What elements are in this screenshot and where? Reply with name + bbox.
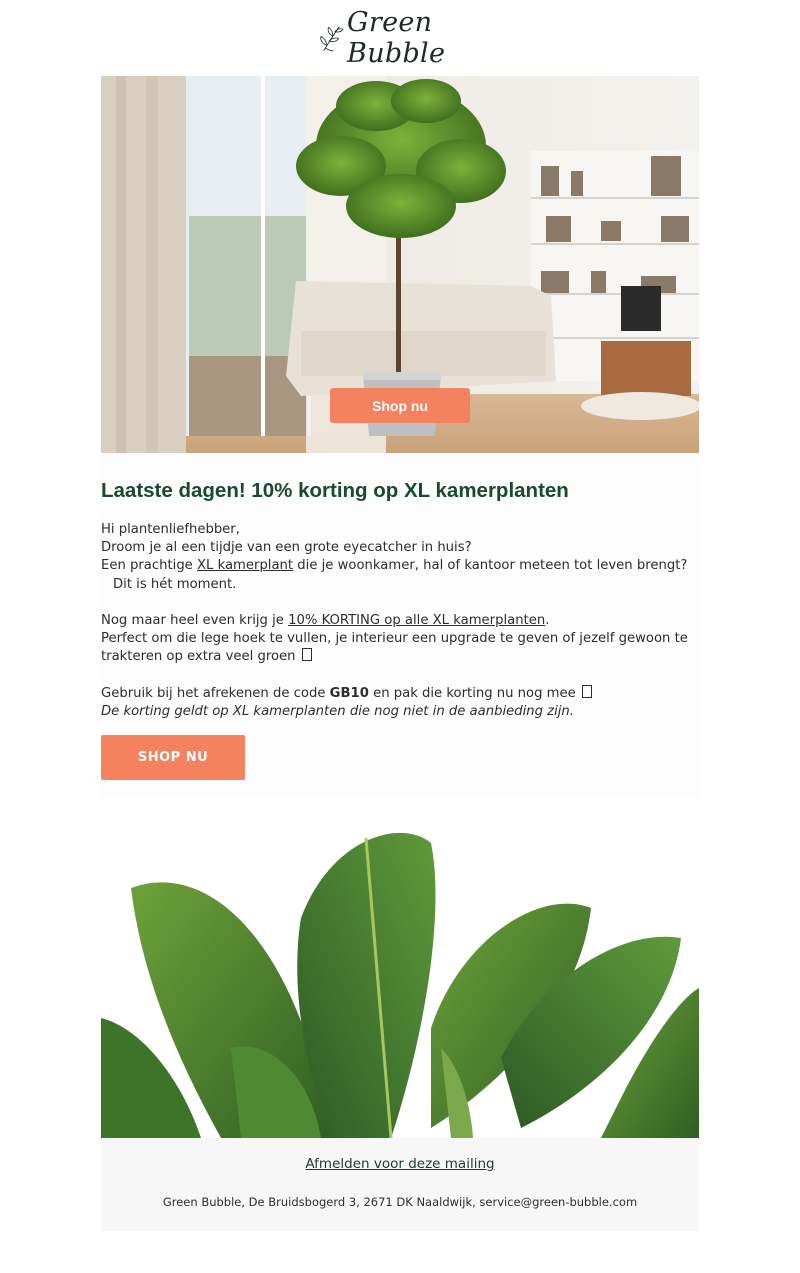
intro-paragraph (101, 521, 699, 594)
hero-shop-button[interactable]: Shop nu (330, 388, 470, 423)
intro-line-1: Droom je al een tijdje van een grote eyecatcher in huis? (101, 540, 472, 556)
brand-logo[interactable] (318, 7, 484, 69)
discount-code: GB10 (329, 686, 369, 701)
xl-kamerplant-link[interactable]: XL kamerplant (197, 558, 294, 574)
code-line (101, 685, 699, 703)
intro-line-2-post: die je woonkamer, hal of kantoor meteen tot leven brengt? (293, 558, 688, 574)
intro-line-2-pre: Een prachtige (101, 558, 197, 574)
intro-line-3: Dit is hét moment. (113, 576, 237, 592)
hero-image[interactable] (101, 76, 699, 453)
greeting-text: Hi plantenliefhebber, (101, 522, 240, 537)
email-footer (101, 1138, 699, 1231)
disclaimer-text: De korting geldt op XL kamerplanten die nog niet in de aanbieding zijn. (101, 704, 574, 720)
email-header (0, 0, 800, 76)
discount-line-2-text: Perfect om die lege hoek te vullen, je interieur een upgrade te geven of jezelf gewoon te trakteren op extra veel groen (101, 631, 688, 665)
emoji-placeholder-icon (302, 648, 312, 661)
discount-paragraph (101, 612, 699, 667)
leaf-branch-icon (318, 16, 345, 60)
code-line-pre: Gebruik bij het afrekenen de code (101, 686, 330, 701)
discount-line-2 (101, 630, 699, 666)
strelitzia-image[interactable] (101, 798, 699, 1138)
email-content (101, 453, 699, 798)
company-address: Green Bubble, De Bruidsbogerd 3, 2671 DK Naaldwijk, service@green-bubble.com (162, 1195, 638, 1209)
discount-link[interactable]: 10% KORTING op alle XL kamerplanten (288, 613, 546, 628)
code-line-post: en pak die korting nu nog mee (368, 686, 576, 701)
code-paragraph (101, 685, 699, 721)
shop-now-button[interactable]: SHOP NU (101, 735, 245, 780)
strelitzia-leaves-picture (101, 798, 699, 1138)
unsubscribe-link[interactable]: Afmelden voor deze mailing (305, 1156, 495, 1172)
intro-line-2 (101, 557, 699, 575)
discount-line-1-post: . (545, 613, 550, 628)
logo-text: Green Bubble (347, 7, 446, 69)
discount-line-1-pre: Nog maar heel even krijg je (101, 613, 289, 628)
email-title: Laatste dagen! 10% korting op XL kamerplanten (101, 479, 569, 502)
emoji-placeholder-icon (582, 685, 592, 698)
discount-line-1 (101, 612, 699, 630)
